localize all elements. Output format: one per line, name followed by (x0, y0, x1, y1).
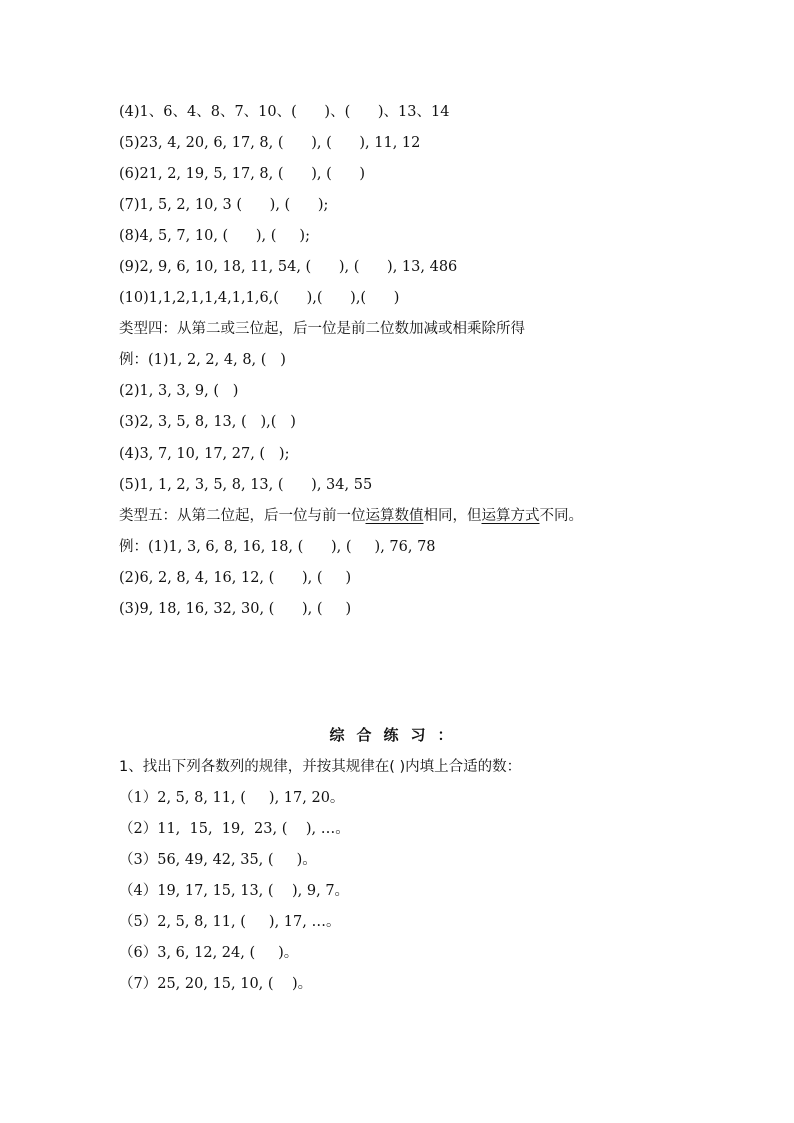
type4-line-2: (2)1, 3, 3, 9, ( ) (119, 383, 239, 399)
practice-item-5: （5）2, 5, 8, 11, ( ), 17, …。 (119, 914, 341, 930)
type4-line-5: (5)1, 1, 2, 3, 5, 8, 13, ( ), 34, 55 (119, 477, 373, 493)
practice-item-6: （6）3, 6, 12, 24, ( )。 (119, 945, 299, 961)
sequence-line-6: (6)21, 2, 19, 5, 17, 8, ( ), ( ) (119, 166, 366, 182)
type4-line-4: (4)3, 7, 10, 17, 27, ( ); (119, 446, 290, 462)
type5-heading-part1: 类型五：从第二位起，后一位与前一位 (119, 508, 366, 524)
sequence-line-8: (8)4, 5, 7, 10, ( ), ( ); (119, 228, 310, 244)
type4-heading: 类型四：从第二或三位起，后一位是前二位数加减或相乘除所得 (119, 321, 525, 337)
sequence-line-9: (9)2, 9, 6, 10, 18, 11, 54, ( ), ( ), 13, 486 (119, 259, 458, 275)
type4-line-1: 例：(1)1, 2, 2, 4, 8, ( ) (119, 352, 286, 368)
practice-item-7: （7）25, 20, 15, 10, ( )。 (119, 976, 313, 992)
type5-heading (119, 506, 583, 526)
type4-line-3: (3)2, 3, 5, 8, 13, ( ),( ) (119, 414, 296, 430)
practice-title: 综合练习： (329, 726, 465, 744)
sequence-line-7: (7)1, 5, 2, 10, 3 ( ), ( ); (119, 197, 329, 213)
practice-item-4: （4）19, 17, 15, 13, ( ), 9, 7。 (119, 883, 350, 899)
sequence-line-5: (5)23, 4, 20, 6, 17, 8, ( ), ( ), 11, 12 (119, 135, 421, 151)
type5-heading-underline-2: 运算方式 (481, 508, 540, 524)
type5-heading-part3: 不同。 (539, 508, 583, 524)
type5-heading-part2: 相同，但 (423, 508, 482, 524)
practice-item-3: （3）56, 49, 42, 35, ( )。 (119, 852, 317, 868)
sequence-line-4: (4)1、6、4、8、7、10、( )、( )、13、14 (119, 104, 450, 120)
type5-line-1: 例：(1)1, 3, 6, 8, 16, 18, ( ), ( ), 76, 78 (119, 539, 436, 555)
type5-line-2: (2)6, 2, 8, 4, 16, 12, ( ), ( ) (119, 570, 352, 586)
practice-item-2: （2）11, 15, 19, 23, ( ), …。 (119, 821, 350, 837)
practice-item-1: （1）2, 5, 8, 11, ( ), 17, 20。 (119, 790, 345, 806)
type5-heading-underline-1: 运算数值 (365, 508, 424, 524)
type5-line-3: (3)9, 18, 16, 32, 30, ( ), ( ) (119, 601, 352, 617)
sequence-line-10: (10)1,1,2,1,1,4,1,1,6,( ),( ),( ) (119, 290, 400, 306)
practice-instruction: 1、找出下列各数列的规律，并按其规律在( )内填上合适的数： (119, 759, 522, 775)
